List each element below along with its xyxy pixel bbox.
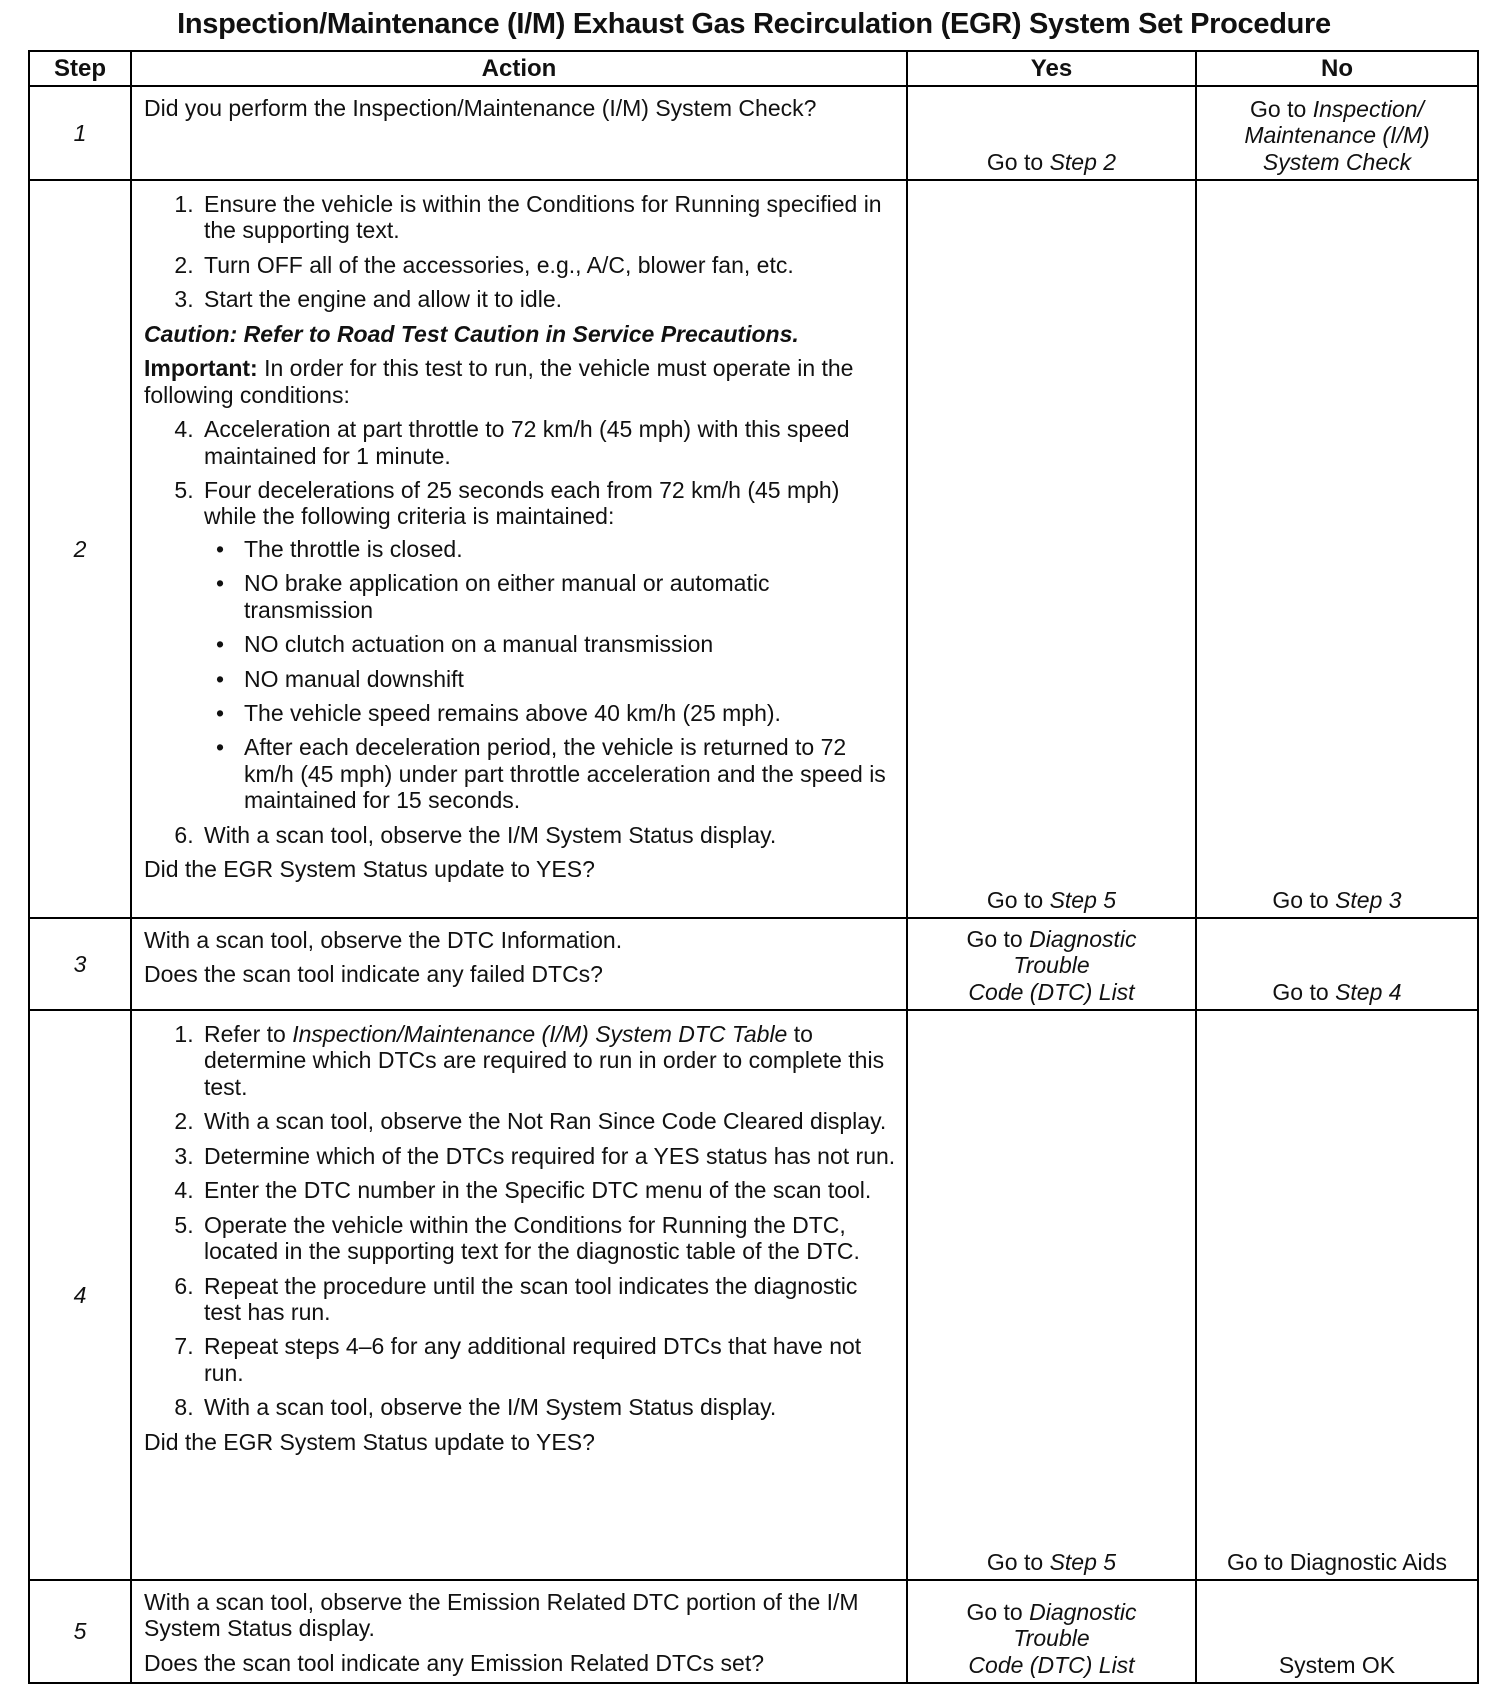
header-action: Action bbox=[131, 51, 907, 86]
action-cell bbox=[131, 1010, 907, 1580]
page-title: Inspection/Maintenance (I/M) Exhaust Gas Recirculation (EGR) System Set Procedure bbox=[177, 8, 1331, 40]
no-link-line[interactable]: Maintenance (I/M) bbox=[1244, 122, 1430, 149]
yes-link[interactable]: Go to Step 5 bbox=[986, 886, 1117, 913]
table-header-row bbox=[29, 51, 1478, 86]
bullet-item: • After each deceleration period, the vehicle is returned to 72 km/h (45 mph) under part throttle acceleration and the speed is maintained for 15 seconds. bbox=[240, 734, 896, 813]
action-text: With a scan tool, observe the DTC Information. bbox=[144, 927, 623, 953]
yes-cell bbox=[907, 918, 1196, 1010]
yes-link[interactable]: Go to Step 2 bbox=[986, 148, 1117, 175]
dtc-table-reference[interactable]: Inspection/Maintenance (I/M) System DTC Table bbox=[292, 1021, 788, 1047]
table-row-step-5 bbox=[29, 1580, 1478, 1683]
action-cell bbox=[131, 1580, 907, 1683]
question-text: Does the scan tool indicate any failed DTCs? bbox=[144, 961, 603, 988]
no-result: System OK bbox=[1278, 1651, 1396, 1678]
no-cell bbox=[1196, 1010, 1478, 1580]
step-number: 3 bbox=[29, 918, 131, 1010]
no-cell bbox=[1196, 918, 1478, 1010]
list-item: 3. Determine which of the DTCs required for a YES status has not run. bbox=[200, 1143, 896, 1169]
list-item: 8. With a scan tool, observe the I/M System Status display. bbox=[200, 1394, 896, 1420]
no-link-line[interactable]: System Check bbox=[1262, 148, 1412, 175]
no-link[interactable]: Go to Step 4 bbox=[1272, 978, 1402, 1005]
action-cell bbox=[131, 86, 907, 180]
header-yes: Yes bbox=[907, 51, 1196, 86]
action-text: Did you perform the Inspection/Maintenance (I/M) System Check? bbox=[144, 95, 817, 121]
no-cell bbox=[1196, 86, 1478, 180]
bullet-item: • The throttle is closed. bbox=[240, 536, 896, 562]
yes-link[interactable]: Go to Diagnostic bbox=[966, 925, 1137, 952]
list-item: 1. Refer to Inspection/Maintenance (I/M) System DTC Table to determine which DTCs are required to run in order to complete this test. bbox=[200, 1021, 896, 1100]
action-cell bbox=[131, 918, 907, 1010]
list-item: 6. With a scan tool, observe the I/M System Status display. bbox=[200, 822, 896, 848]
list-item-text: Four decelerations of 25 seconds each from 72 km/h (45 mph) while the following criteria is maintained: bbox=[204, 476, 840, 530]
important-note bbox=[144, 355, 896, 408]
yes-cell bbox=[907, 180, 1196, 918]
list-item: 4. Enter the DTC number in the Specific DTC menu of the scan tool. bbox=[200, 1177, 896, 1203]
yes-cell bbox=[907, 86, 1196, 180]
yes-cell bbox=[907, 1580, 1196, 1683]
question-text: Does the scan tool indicate any Emission Related DTCs set? bbox=[144, 1649, 765, 1676]
list-item: 6. Repeat the procedure until the scan tool indicates the diagnostic test has run. bbox=[200, 1273, 896, 1326]
important-label: Important: bbox=[144, 355, 258, 382]
yes-link-line[interactable]: Trouble bbox=[1013, 952, 1090, 979]
list-item: 2. With a scan tool, observe the Not Ran Since Code Cleared display. bbox=[200, 1108, 896, 1134]
yes-link-line[interactable]: Trouble bbox=[1013, 1625, 1090, 1652]
yes-link-line[interactable]: Code (DTC) List bbox=[968, 978, 1135, 1005]
list-item: 7. Repeat steps 4–6 for any additional required DTCs that have not run. bbox=[200, 1333, 896, 1386]
list-item: 1. Ensure the vehicle is within the Conditions for Running specified in the supporting text. bbox=[200, 191, 896, 244]
header-step: Step bbox=[29, 51, 131, 86]
table-row-step-4 bbox=[29, 1010, 1478, 1580]
question-text: Did the EGR System Status update to YES? bbox=[144, 856, 595, 883]
question-text: Did the EGR System Status update to YES? bbox=[144, 1428, 595, 1455]
yes-link-line[interactable]: Code (DTC) List bbox=[968, 1651, 1135, 1678]
yes-cell bbox=[907, 1010, 1196, 1580]
no-link[interactable]: Go to Inspection/ bbox=[1250, 95, 1424, 122]
important-text: In order for this test to run, the vehicle must operate in the following conditions: bbox=[144, 355, 854, 408]
no-cell bbox=[1196, 180, 1478, 918]
step-number: 1 bbox=[29, 86, 131, 180]
procedure-steps bbox=[144, 416, 896, 848]
no-link[interactable]: Go to Diagnostic Aids bbox=[1227, 1548, 1447, 1575]
bullet-item: • NO brake application on either manual or automatic transmission bbox=[240, 570, 896, 623]
action-cell bbox=[131, 180, 907, 918]
bullet-item: • NO manual downshift bbox=[240, 666, 896, 692]
table-row-step-3 bbox=[29, 918, 1478, 1010]
table-row-step-1 bbox=[29, 86, 1478, 180]
yes-link[interactable]: Go to Step 5 bbox=[986, 1548, 1117, 1575]
criteria-list bbox=[204, 536, 896, 814]
no-cell bbox=[1196, 1580, 1478, 1683]
procedure-steps bbox=[144, 191, 896, 313]
table-row-step-2 bbox=[29, 180, 1478, 918]
step-number: 2 bbox=[29, 180, 131, 918]
list-item bbox=[200, 477, 896, 814]
list-item: 5. Operate the vehicle within the Conditions for Running the DTC, located in the supporting text for the diagnostic table of the DTC. bbox=[200, 1212, 896, 1265]
bullet-item: • NO clutch actuation on a manual transmission bbox=[240, 631, 896, 657]
list-item: 4. Acceleration at part throttle to 72 km/h (45 mph) with this speed maintained for 1 minute. bbox=[200, 416, 896, 469]
yes-link[interactable]: Go to Diagnostic bbox=[966, 1599, 1137, 1625]
procedure-steps bbox=[144, 1021, 896, 1421]
step-number: 4 bbox=[29, 1010, 131, 1580]
list-item: 2. Turn OFF all of the accessories, e.g., A/C, blower fan, etc. bbox=[200, 252, 896, 278]
procedure-table bbox=[28, 50, 1479, 1684]
header-no: No bbox=[1196, 51, 1478, 86]
bullet-item: • The vehicle speed remains above 40 km/h (25 mph). bbox=[240, 700, 896, 726]
list-item: 3. Start the engine and allow it to idle. bbox=[200, 286, 896, 312]
action-text: With a scan tool, observe the Emission Related DTC portion of the I/M System Status display. bbox=[144, 1589, 859, 1642]
caution-note: Caution: Refer to Road Test Caution in Service Precautions. bbox=[144, 320, 799, 347]
step-number: 5 bbox=[29, 1580, 131, 1683]
no-link[interactable]: Go to Step 3 bbox=[1272, 886, 1402, 913]
